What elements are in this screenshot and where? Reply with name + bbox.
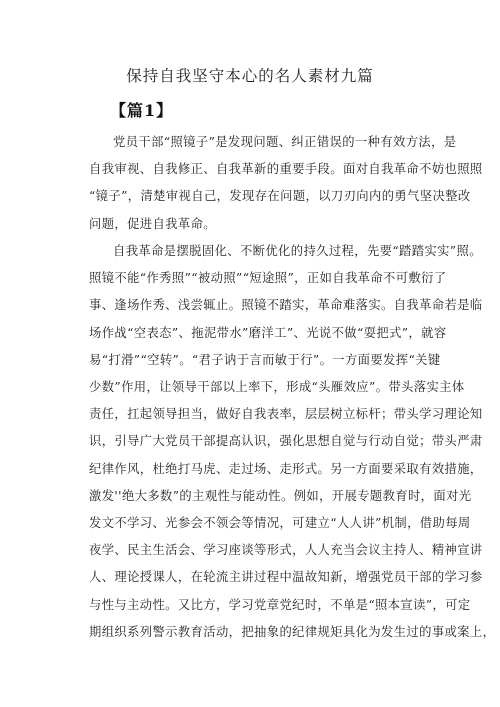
paragraph-line: 人、理论授课人，在轮流主讲过程中温故知新，增强党员干部的学习参	[89, 570, 483, 585]
paragraph-2	[89, 238, 496, 646]
page-title: 保持自我坚守本心的名人素材九篇	[126, 67, 374, 85]
paragraph-line: 发文不学习、光参会不领会等情况，可建立“人人讲”机制，借助每周	[89, 516, 471, 531]
paragraph-line: 易“打滑”“空转”。“君子讷于言而敏于行”。一方面要发挥“关键	[89, 352, 441, 367]
paragraph-line: 期组织系列警示教育活动，把抽象的纪律规矩具化为发生过的事或案上，	[89, 624, 496, 639]
paragraph-line: 责任，扛起领导担当，做好自我表率，层层树立标杆；带头学习理论知	[89, 407, 483, 422]
paragraph-line: 识，引导广大党员干部提高认识，强化思想自觉与行动自觉；带头严肃	[89, 434, 483, 449]
paragraph-line: 自我审视、自我修正、自我革新的重要手段。面对自我革命不妨也照照	[89, 162, 483, 177]
paragraph-line: 事、逢场作秀、浅尝辄止。照镜不踏实，革命难落实。自我革命若是临	[89, 298, 483, 313]
paragraph-line: 自我革命是摆脱固化、不断优化的持久过程，先要“踏踏实实”照。	[113, 244, 482, 258]
paragraph-line: 夜学、民主生活会、学习座谈等形式，人人充当会议主持人、精神宣讲	[89, 543, 483, 558]
paragraph-line: 激发''绝大多数”的主观性与能动性。例如，开展专题教育时，面对光	[89, 488, 472, 503]
paragraph-line: 场作战“空表态”、拖泥带水”磨洋工”、光说不做“耍把式”，就容	[89, 325, 447, 340]
paragraph-line: 少数”作用，让领导干部以上率下，形成“头雁效应”。带头落实主体	[89, 380, 465, 395]
paragraph-line: 与性与主动性。又比方，学习党章党纪时，不单是“照本宣读”，可定	[89, 597, 471, 612]
paragraph-line: 问题，促进自我革命。	[89, 216, 216, 231]
paragraph-1	[89, 129, 483, 238]
paragraph-line: “镜子”，清楚审视自己，发现存在问题，以刀刃向内的勇气坚决整改	[89, 189, 471, 204]
paragraph-line: 照镜不能“作秀照”“被动照”“短途照”，正如自我革命不可敷衍了	[89, 271, 447, 286]
paragraph-line: 党员干部“照镜子”是发现问题、纠正错误的一种有效方法，是	[113, 135, 457, 149]
paragraph-line: 纪律作风，杜绝打马虎、走过场、走形式。另一方面要采取有效措施，	[89, 461, 483, 476]
section-heading: 【篇1】	[110, 101, 174, 120]
